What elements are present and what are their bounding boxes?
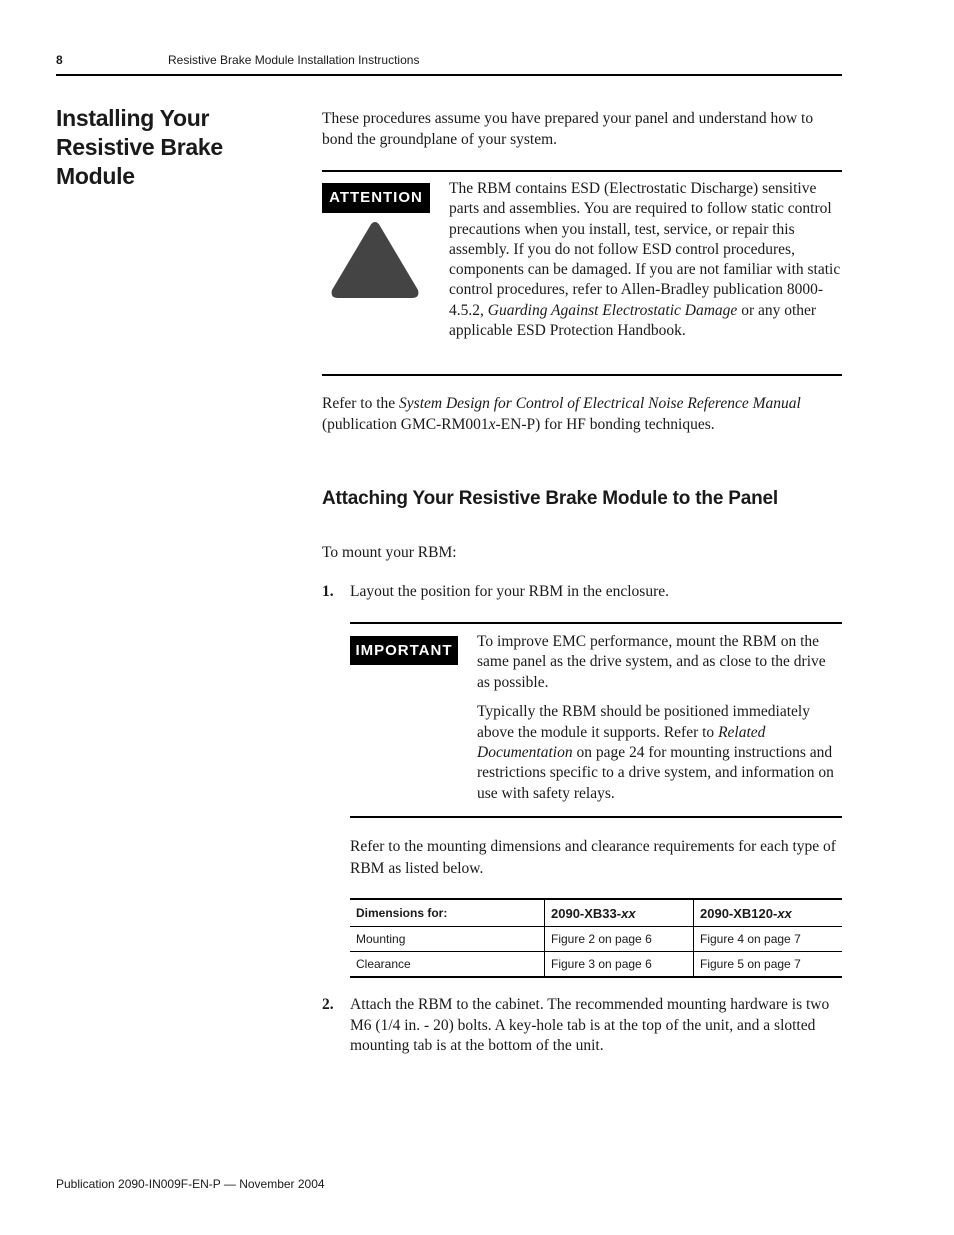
related-documentation-ref: Related Documentation	[477, 723, 766, 762]
page-number: 8	[56, 53, 63, 67]
important-para2-start: Typically the RBM should be positioned immediately above the module it supports. Refer to	[477, 703, 810, 741]
table-row	[350, 952, 842, 978]
xb120-model-suffix: xx	[777, 905, 792, 921]
reference-paragraph	[322, 394, 842, 435]
reference-pub-x: x	[488, 415, 496, 433]
attention-bottom-rule	[322, 374, 842, 376]
subsection-title: Attaching Your Resistive Brake Module to the Panel	[322, 488, 778, 509]
important-top-rule	[350, 622, 842, 624]
dimensions-intro: Refer to the mounting dimensions and clearance requirements for each type of RBM as listed below.	[350, 838, 836, 877]
row-label: Clearance	[350, 952, 545, 978]
xb120-model-base: 2090-XB120-	[700, 905, 778, 921]
step-1-number: 1.	[322, 583, 334, 600]
xb33-figure-ref: Figure 3 on page 6	[545, 952, 694, 978]
xb33-figure-ref: Figure 2 on page 6	[545, 927, 694, 952]
running-header: Resistive Brake Module Installation Instructions	[168, 53, 420, 67]
dimensions-table	[350, 898, 842, 978]
publication-footer: Publication 2090-IN009F-EN-P — November 2004	[56, 1177, 325, 1191]
subsection-lead: To mount your RBM:	[322, 544, 457, 561]
important-paragraph-1: To improve EMC performance, mount the RBM on the same panel as the drive system, and as close to the drive as possible.	[477, 633, 826, 691]
step-2-text: Attach the RBM to the cabinet. The recommended mounting hardware is two M6 (1/4 in. - 20) bolts. A key-hole tab is at the top of the unit, and a slotted mounting tab is at the bottom of the unit.	[350, 996, 830, 1054]
step-1-text: Layout the position for your RBM in the enclosure.	[350, 583, 669, 600]
table-row	[350, 927, 842, 952]
xb33-model-suffix: xx	[621, 905, 636, 921]
section-title: Installing Your Resistive Brake Module	[56, 105, 223, 189]
header-rule	[56, 74, 842, 76]
table-header-xb33	[545, 899, 694, 927]
attention-text-end: or any other applicable ESD Protection Handbook.	[449, 301, 817, 340]
important-text	[477, 632, 842, 813]
attention-label: ATTENTION	[322, 183, 430, 213]
attention-top-rule	[322, 170, 842, 172]
attention-text-body: The RBM contains ESD (Electrostatic Discharge) sensitive parts and assemblies. You are required to follow static control precautions when you install, test, service, or repair this assembly. If you do not follow ESD control procedures, components can be damaged. If you are not familiar with static control procedures, refer to Allen-Bradley publication 8000-4.5.2,	[449, 180, 841, 319]
table-header-xb120	[694, 899, 843, 927]
reference-pub-suffix: -EN-P) for HF bonding techniques.	[495, 415, 715, 433]
attention-publication-title: Guarding Against Electrostatic Damage	[487, 301, 738, 319]
reference-pub-prefix: (publication GMC-RM001	[322, 415, 489, 433]
important-bottom-rule	[350, 816, 842, 818]
attention-text	[449, 179, 844, 341]
important-label: IMPORTANT	[350, 636, 458, 665]
step-2-number: 2.	[322, 996, 334, 1013]
important-para2-end: on page 24 for mounting instructions and restrictions specific to a drive system, and information on use with safety relays.	[477, 744, 834, 802]
important-paragraph-2	[477, 702, 842, 804]
intro-paragraph: These procedures assume you have prepared your panel and understand how to bond the groundplane of your system.	[322, 110, 814, 148]
table-header-dimensions: Dimensions for:	[350, 899, 545, 927]
xb120-figure-ref: Figure 5 on page 7	[694, 952, 843, 978]
reference-prefix: Refer to the	[322, 395, 400, 412]
warning-triangle-icon	[328, 218, 422, 302]
reference-manual-title: System Design for Control of Electrical Noise Reference Manual	[399, 395, 801, 412]
table-header-row	[350, 899, 842, 927]
xb33-model-base: 2090-XB33-	[551, 905, 622, 921]
xb120-figure-ref: Figure 4 on page 7	[694, 927, 843, 952]
row-label: Mounting	[350, 927, 545, 952]
